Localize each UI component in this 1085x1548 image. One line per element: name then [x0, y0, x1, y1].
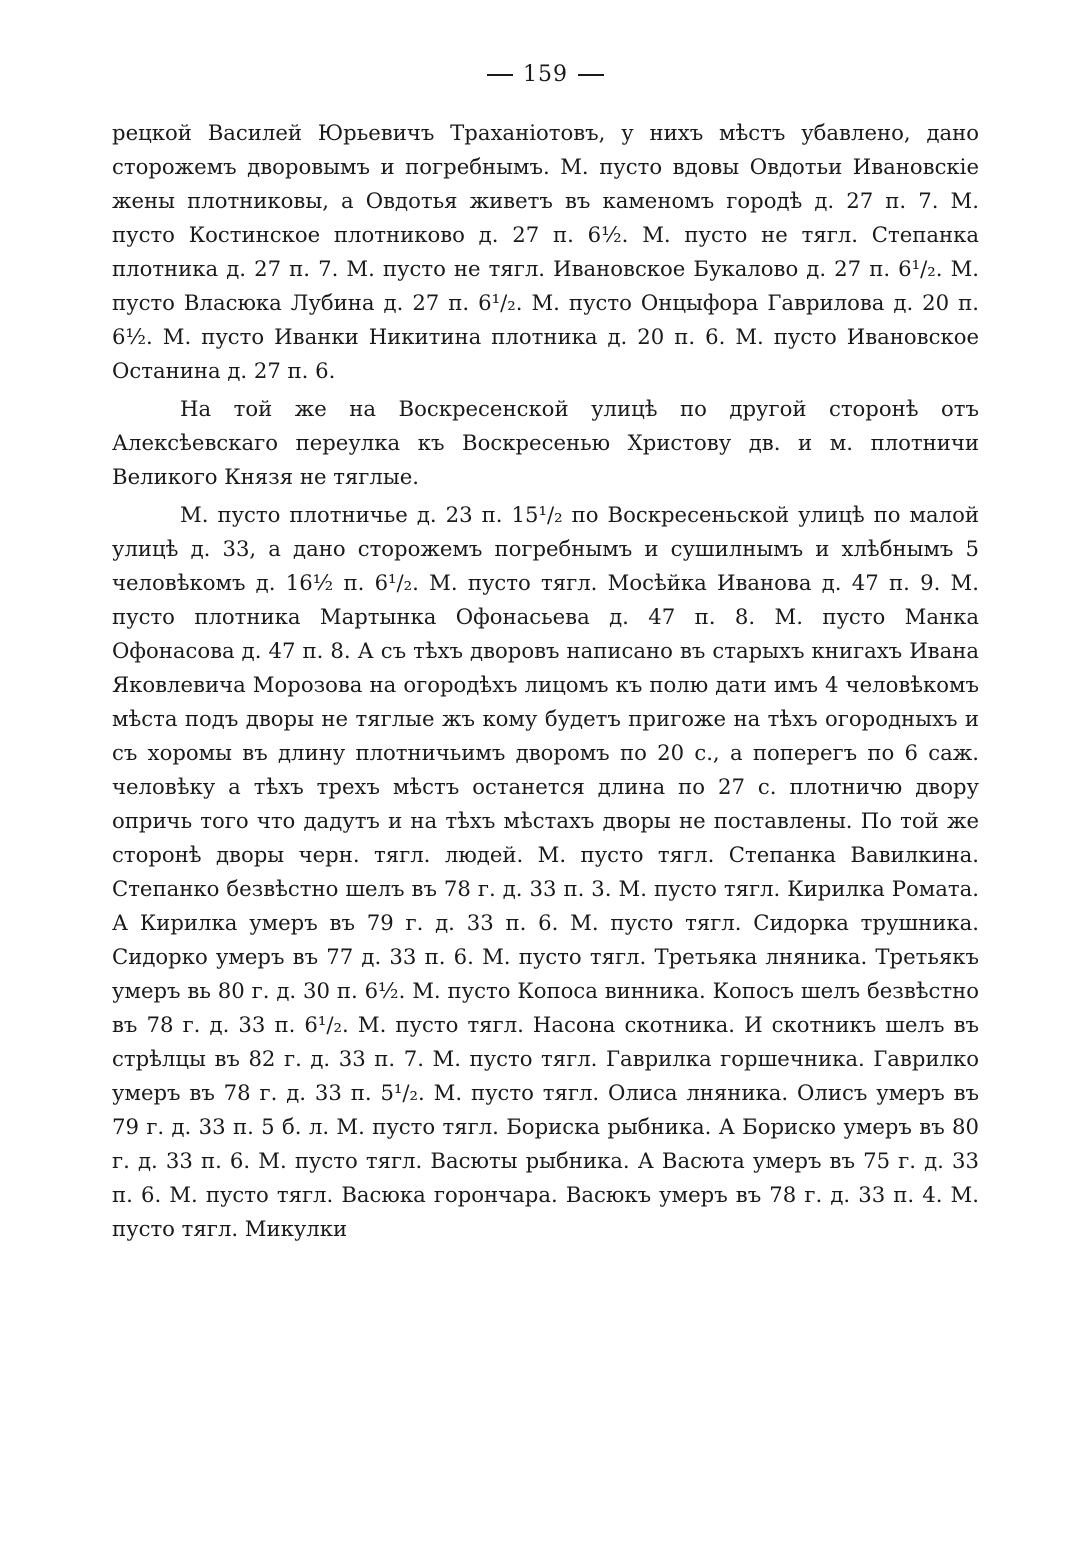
- paragraph-3: М. пусто плотничье д. 23 п. 15¹/₂ по Воскресеньской улицѣ по малой улицѣ д. 33, а дано сторожемъ погребнымъ и сушилнымъ и хлѣбнымъ 5 человѣкомъ д. 16½ п. 6¹/₂. М. пусто тягл. Мосѣйка Иванова д. 47 п. 9. М. пусто плотника Мартынка Офонасьева д. 47 п. 8. М. пусто Манка Офонасова д. 47 п. 8. А съ тѣхъ дворовъ написано въ старыхъ книгахъ Ивана Яковлевича Морозова на огородѣхъ лицомъ къ полю дати имъ 4 человѣкомъ мѣста подъ дворы не тяглые жъ кому будетъ пригоже на тѣхъ огородныхъ и съ хоромы въ длину плотничьимъ дворомъ по 20 с., а поперегъ по 6 саж. человѣку а тѣхъ трехъ мѣстъ останется длина по 27 с. плотничю двору опричь того что дадутъ и на тѣхъ мѣстахъ дворы не поставлены. По той же сторонѣ дворы черн. тягл. людей. М. пусто тягл. Степанка Вавилкина. Степанко безвѣстно шелъ въ 78 г. д. 33 п. 3. М. пусто тягл. Кирилка Ромата. А Кирилка умеръ въ 79 г. д. 33 п. 6. М. пусто тягл. Сидорка трушника. Сидорко умеръ въ 77 д. 33 п. 6. М. пусто тягл. Третьяка лняника. Третьякъ умеръ вь 80 г. д. 30 п. 6½. М. пусто Копоса винника. Копосъ шелъ безвѣстно въ 78 г. д. 33 п. 6¹/₂. М. пусто тягл. Насона скотника. И скотникъ шелъ въ стрѣлцы въ 82 г. д. 33 п. 7. М. пусто тягл. Гаврилка горшечника. Гаврилко умеръ въ 78 г. д. 33 п. 5¹/₂. М. пусто тягл. Олиса лняника. Олисъ умеръ въ 79 г. д. 33 п. 5 б. л. М. пусто тягл. Бориска рыбника. А Бориско умеръ въ 80 г. д. 33 п. 6. М. пусто тягл. Васюты рыбника. А Васюта умеръ въ 75 г. д. 33 п. 6. М. пусто тягл. Васюка горончара. Васюкъ умеръ въ 78 г. д. 33 п. 4. М. пусто тягл. Микулки: [112, 502, 979, 1241]
- page-number-dash-right: [578, 74, 604, 76]
- body-text: [112, 116, 979, 1246]
- page-number-value: 159: [523, 62, 568, 87]
- page-number: [112, 60, 979, 90]
- page-number-dash-left: [487, 74, 513, 76]
- paragraph-1: рецкой Василей Юрьевичъ Траханіотовъ, у нихъ мѣстъ убавлено, дано сторожемъ дворовымъ и погребнымъ. М. пусто вдовы Овдотьи Ивановскіе жены плотниковы, а Овдотья живетъ въ каменомъ городѣ д. 27 п. 7. М. пусто Костинское плотниково д. 27 п. 6½. М. пусто не тягл. Степанка плотника д. 27 п. 7. М. пусто не тягл. Ивановское Букалово д. 27 п. 6¹/₂. М. пусто Власюка Лубина д. 27 п. 6¹/₂. М. пусто Онцыфора Гаврилова д. 20 п. 6½. М. пусто Иванки Никитина плотника д. 20 п. 6. М. пусто Ивановское Останина д. 27 п. 6.: [112, 120, 979, 383]
- paragraph-2: На той же на Воскресенской улицѣ по другой сторонѣ отъ Алексѣевскаго переулка къ Воскресенью Христову дв. и м. плотничи Великого Князя не тяглые.: [112, 396, 979, 489]
